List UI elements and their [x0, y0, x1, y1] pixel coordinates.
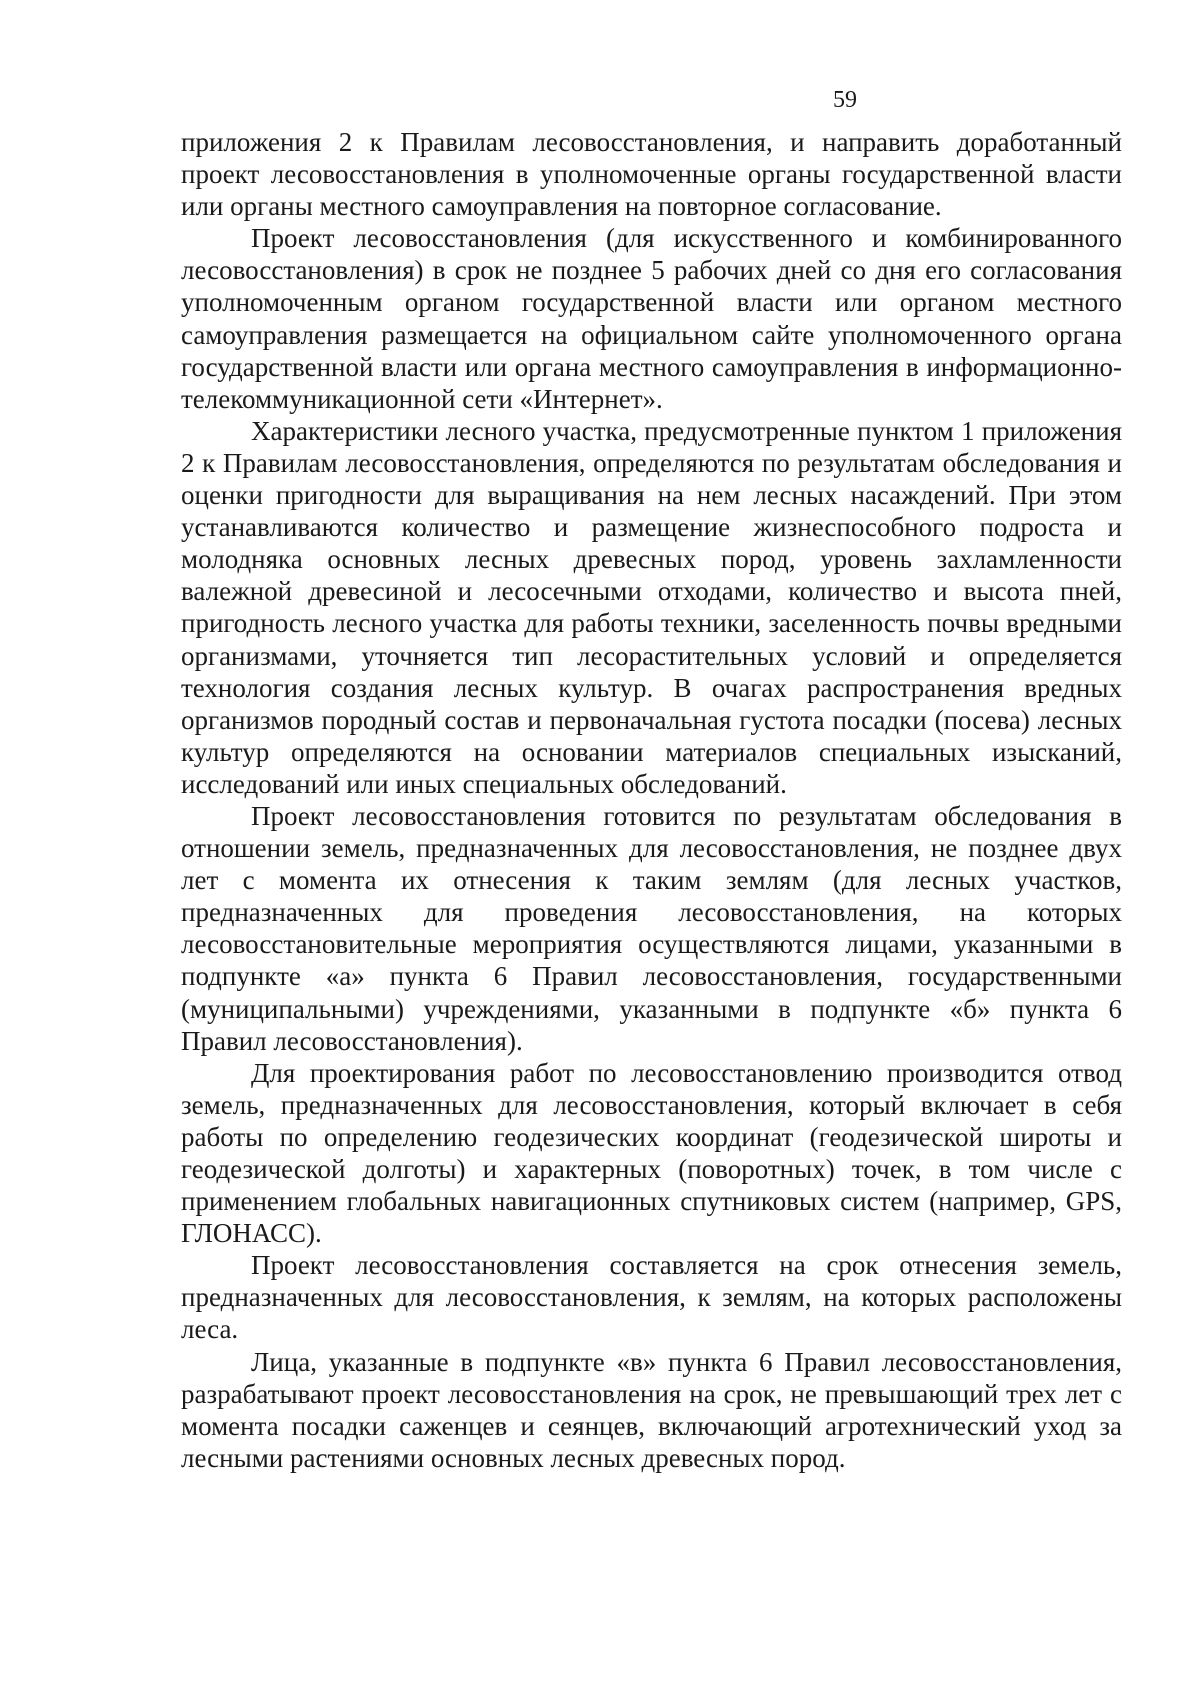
paragraph-persons-term: Лица, указанные в подпункте «в» пункта 6 Правил лесовосстановления, разрабатывают проект лесовосстановления на срок, не превышающий трех лет с момента посадки саженцев и сеянцев, включающий агротехнический уход за лесными растениями основных лесных древесных пород.	[181, 1346, 1122, 1473]
paragraph-continuation: приложения 2 к Правилам лесовосстановления, и направить доработанный проект лесовосстановления в уполномоченные органы государственной власти или органы местного самоуправления на повторное согласование.	[181, 127, 1122, 222]
paragraph-project-preparation: Проект лесовосстановления готовится по результатам обследования в отношении земель, предназначенных для лесовосстановления, не позднее двух лет с момента их отнесения к таким землям (для лесных участков, предназначенных для проведения лесовосстановления, на которых лесовосстановительные мероприятия осуществляются лицами, указанными в подпункте «а» пункта 6 Правил лесовосстановления, государственными (муниципальными) учреждениями, указанными в подпункте «б» пункта 6 Правил лесовосстановления).	[181, 800, 1122, 1056]
paragraph-site-characteristics: Характеристики лесного участка, предусмотренные пунктом 1 приложения 2 к Правилам лесовосстановления, определяются по результатам обследования и оценки пригодности для выращивания на нем лесных насаждений. При этом устанавливаются количество и размещение жизнеспособного подроста и молодняка основных лесных древесных пород, уровень захламленности валежной древесиной и лесосечными отходами, количество и высота пней, пригодность лесного участка для работы техники, заселенность почвы вредными организмами, уточняется тип лесорастительных условий и определяется технология создания лесных культур. В очагах распространения вредных организмов породный состав и первоначальная густота посадки (посева) лесных культур определяются на основании материалов специальных изысканий, исследований или иных специальных обследований.	[181, 415, 1122, 799]
paragraph-publication: Проект лесовосстановления (для искусственного и комбинированного лесовосстановления) в срок не позднее 5 рабочих дней со дня его согласования уполномоченным органом государственной власти или органом местного самоуправления размещается на официальном сайте уполномоченного органа государственной власти или органа местного самоуправления в информационно-телекоммуникационной сети «Интернет».	[181, 223, 1122, 414]
paragraph-project-term: Проект лесовосстановления составляется на срок отнесения земель, предназначенных для лесовосстановления, к землям, на которых расположены леса.	[181, 1250, 1122, 1345]
page-number: 59	[833, 87, 857, 113]
document-body	[181, 126, 1122, 1474]
paragraph-land-allocation: Для проектирования работ по лесовосстановлению производится отвод земель, предназначенных для лесовосстановления, который включает в себя работы по определению геодезических координат (геодезической широты и геодезической долготы) и характерных (поворотных) точек, в том числе с применением глобальных навигационных спутниковых систем (например, GPS, ГЛОНАСС).	[181, 1057, 1122, 1249]
